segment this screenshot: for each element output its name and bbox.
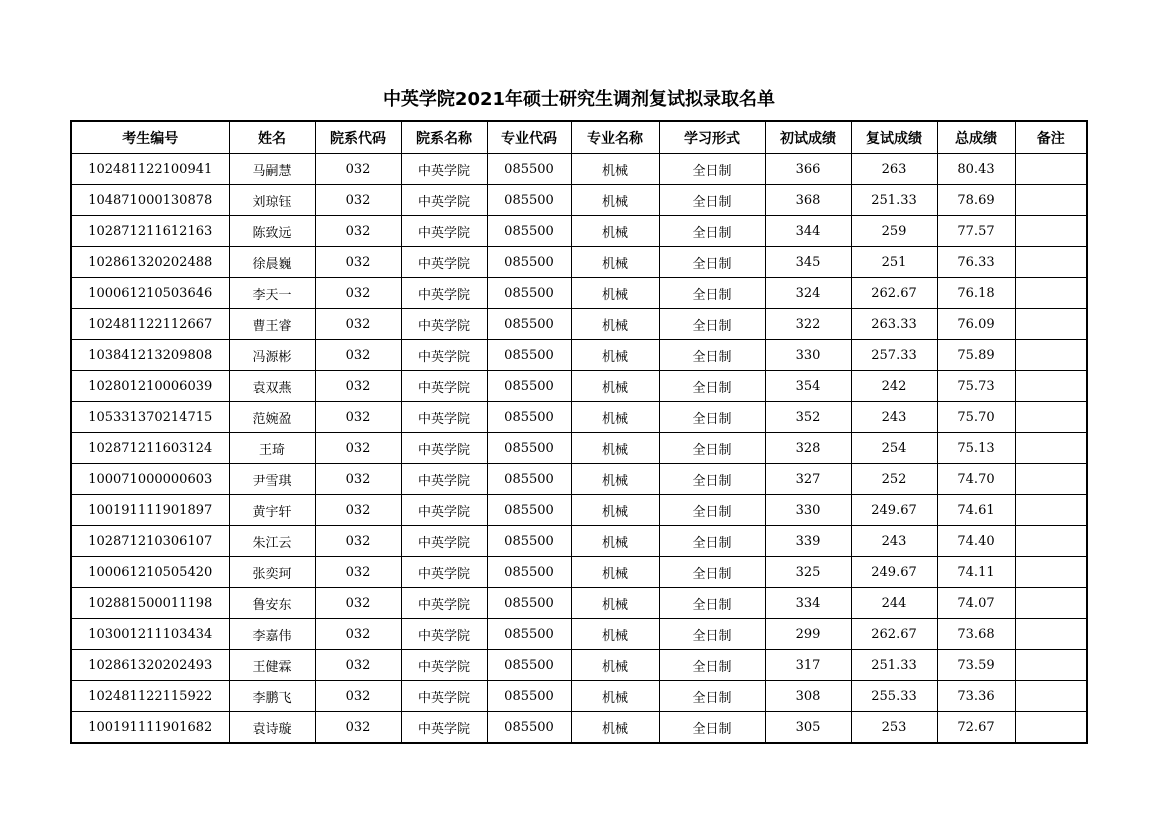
cell-dept-code: 032 bbox=[315, 340, 401, 371]
header-total-score: 总成绩 bbox=[937, 121, 1015, 154]
cell-total-score: 75.73 bbox=[937, 371, 1015, 402]
cell-retest-score: 262.67 bbox=[851, 619, 937, 650]
cell-dept-code: 032 bbox=[315, 216, 401, 247]
cell-retest-score: 257.33 bbox=[851, 340, 937, 371]
cell-candidate-id: 103841213209808 bbox=[71, 340, 229, 371]
cell-major-name: 机械 bbox=[571, 588, 659, 619]
cell-initial-score: 368 bbox=[765, 185, 851, 216]
cell-remarks bbox=[1015, 619, 1087, 650]
cell-dept-name: 中英学院 bbox=[401, 340, 487, 371]
cell-candidate-id: 102481122112667 bbox=[71, 309, 229, 340]
cell-candidate-id: 105331370214715 bbox=[71, 402, 229, 433]
cell-total-score: 75.13 bbox=[937, 433, 1015, 464]
cell-dept-code: 032 bbox=[315, 185, 401, 216]
cell-study-mode: 全日制 bbox=[659, 588, 765, 619]
cell-name: 李嘉伟 bbox=[229, 619, 315, 650]
cell-candidate-id: 102871211612163 bbox=[71, 216, 229, 247]
header-remarks: 备注 bbox=[1015, 121, 1087, 154]
cell-study-mode: 全日制 bbox=[659, 185, 765, 216]
cell-study-mode: 全日制 bbox=[659, 247, 765, 278]
cell-major-name: 机械 bbox=[571, 712, 659, 744]
cell-study-mode: 全日制 bbox=[659, 619, 765, 650]
table-row bbox=[71, 712, 1087, 744]
table-row bbox=[71, 402, 1087, 433]
cell-dept-code: 032 bbox=[315, 309, 401, 340]
table-row bbox=[71, 247, 1087, 278]
cell-dept-name: 中英学院 bbox=[401, 185, 487, 216]
cell-study-mode: 全日制 bbox=[659, 464, 765, 495]
cell-initial-score: 299 bbox=[765, 619, 851, 650]
cell-major-code: 085500 bbox=[487, 309, 571, 340]
cell-major-name: 机械 bbox=[571, 526, 659, 557]
cell-dept-name: 中英学院 bbox=[401, 557, 487, 588]
cell-remarks bbox=[1015, 216, 1087, 247]
cell-name: 曹王睿 bbox=[229, 309, 315, 340]
cell-study-mode: 全日制 bbox=[659, 526, 765, 557]
cell-dept-code: 032 bbox=[315, 247, 401, 278]
cell-candidate-id: 100061210503646 bbox=[71, 278, 229, 309]
cell-name: 刘琼钰 bbox=[229, 185, 315, 216]
cell-dept-code: 032 bbox=[315, 588, 401, 619]
cell-dept-code: 032 bbox=[315, 650, 401, 681]
cell-remarks bbox=[1015, 278, 1087, 309]
cell-name: 张奕珂 bbox=[229, 557, 315, 588]
cell-initial-score: 345 bbox=[765, 247, 851, 278]
cell-initial-score: 328 bbox=[765, 433, 851, 464]
cell-study-mode: 全日制 bbox=[659, 402, 765, 433]
cell-dept-code: 032 bbox=[315, 433, 401, 464]
cell-dept-name: 中英学院 bbox=[401, 464, 487, 495]
cell-total-score: 74.07 bbox=[937, 588, 1015, 619]
cell-retest-score: 259 bbox=[851, 216, 937, 247]
cell-remarks bbox=[1015, 433, 1087, 464]
cell-dept-name: 中英学院 bbox=[401, 371, 487, 402]
cell-initial-score: 330 bbox=[765, 340, 851, 371]
cell-major-name: 机械 bbox=[571, 247, 659, 278]
cell-major-code: 085500 bbox=[487, 712, 571, 744]
cell-total-score: 80.43 bbox=[937, 154, 1015, 185]
cell-remarks bbox=[1015, 464, 1087, 495]
cell-initial-score: 352 bbox=[765, 402, 851, 433]
cell-name: 袁双燕 bbox=[229, 371, 315, 402]
table-row bbox=[71, 433, 1087, 464]
cell-dept-code: 032 bbox=[315, 278, 401, 309]
cell-major-name: 机械 bbox=[571, 185, 659, 216]
cell-major-name: 机械 bbox=[571, 402, 659, 433]
cell-major-code: 085500 bbox=[487, 216, 571, 247]
cell-study-mode: 全日制 bbox=[659, 650, 765, 681]
cell-study-mode: 全日制 bbox=[659, 681, 765, 712]
cell-major-name: 机械 bbox=[571, 216, 659, 247]
cell-study-mode: 全日制 bbox=[659, 557, 765, 588]
cell-initial-score: 325 bbox=[765, 557, 851, 588]
cell-retest-score: 252 bbox=[851, 464, 937, 495]
cell-dept-name: 中英学院 bbox=[401, 433, 487, 464]
cell-name: 冯源彬 bbox=[229, 340, 315, 371]
cell-dept-name: 中英学院 bbox=[401, 309, 487, 340]
table-row bbox=[71, 216, 1087, 247]
cell-dept-code: 032 bbox=[315, 619, 401, 650]
cell-major-code: 085500 bbox=[487, 433, 571, 464]
cell-dept-name: 中英学院 bbox=[401, 588, 487, 619]
cell-total-score: 77.57 bbox=[937, 216, 1015, 247]
cell-name: 王琦 bbox=[229, 433, 315, 464]
cell-remarks bbox=[1015, 681, 1087, 712]
table-row bbox=[71, 681, 1087, 712]
cell-retest-score: 242 bbox=[851, 371, 937, 402]
cell-major-name: 机械 bbox=[571, 154, 659, 185]
cell-major-name: 机械 bbox=[571, 619, 659, 650]
cell-major-name: 机械 bbox=[571, 340, 659, 371]
cell-total-score: 76.33 bbox=[937, 247, 1015, 278]
cell-major-name: 机械 bbox=[571, 557, 659, 588]
cell-initial-score: 308 bbox=[765, 681, 851, 712]
table-row bbox=[71, 340, 1087, 371]
cell-total-score: 74.70 bbox=[937, 464, 1015, 495]
cell-major-code: 085500 bbox=[487, 464, 571, 495]
cell-initial-score: 344 bbox=[765, 216, 851, 247]
cell-remarks bbox=[1015, 495, 1087, 526]
cell-total-score: 74.11 bbox=[937, 557, 1015, 588]
cell-initial-score: 330 bbox=[765, 495, 851, 526]
cell-remarks bbox=[1015, 309, 1087, 340]
cell-major-code: 085500 bbox=[487, 340, 571, 371]
cell-retest-score: 262.67 bbox=[851, 278, 937, 309]
cell-dept-name: 中英学院 bbox=[401, 619, 487, 650]
cell-major-name: 机械 bbox=[571, 650, 659, 681]
cell-dept-code: 032 bbox=[315, 402, 401, 433]
cell-remarks bbox=[1015, 526, 1087, 557]
cell-total-score: 73.68 bbox=[937, 619, 1015, 650]
cell-name: 陈致远 bbox=[229, 216, 315, 247]
cell-candidate-id: 100191111901897 bbox=[71, 495, 229, 526]
cell-major-code: 085500 bbox=[487, 371, 571, 402]
cell-name: 王健霖 bbox=[229, 650, 315, 681]
header-study-mode: 学习形式 bbox=[659, 121, 765, 154]
cell-total-score: 72.67 bbox=[937, 712, 1015, 744]
cell-name: 范婉盈 bbox=[229, 402, 315, 433]
cell-initial-score: 339 bbox=[765, 526, 851, 557]
cell-initial-score: 322 bbox=[765, 309, 851, 340]
cell-dept-name: 中英学院 bbox=[401, 278, 487, 309]
cell-total-score: 78.69 bbox=[937, 185, 1015, 216]
table-header-row bbox=[71, 121, 1087, 154]
cell-remarks bbox=[1015, 650, 1087, 681]
cell-dept-name: 中英学院 bbox=[401, 712, 487, 744]
header-major-name: 专业名称 bbox=[571, 121, 659, 154]
cell-dept-code: 032 bbox=[315, 371, 401, 402]
cell-major-name: 机械 bbox=[571, 464, 659, 495]
cell-name: 鲁安东 bbox=[229, 588, 315, 619]
cell-study-mode: 全日制 bbox=[659, 340, 765, 371]
cell-total-score: 75.70 bbox=[937, 402, 1015, 433]
cell-major-name: 机械 bbox=[571, 495, 659, 526]
cell-retest-score: 243 bbox=[851, 402, 937, 433]
cell-total-score: 74.40 bbox=[937, 526, 1015, 557]
cell-initial-score: 366 bbox=[765, 154, 851, 185]
cell-major-code: 085500 bbox=[487, 402, 571, 433]
cell-candidate-id: 100191111901682 bbox=[71, 712, 229, 744]
cell-candidate-id: 100071000000603 bbox=[71, 464, 229, 495]
cell-dept-code: 032 bbox=[315, 681, 401, 712]
cell-major-code: 085500 bbox=[487, 681, 571, 712]
header-dept-name: 院系名称 bbox=[401, 121, 487, 154]
cell-retest-score: 255.33 bbox=[851, 681, 937, 712]
cell-total-score: 76.09 bbox=[937, 309, 1015, 340]
cell-remarks bbox=[1015, 340, 1087, 371]
cell-study-mode: 全日制 bbox=[659, 278, 765, 309]
cell-remarks bbox=[1015, 588, 1087, 619]
cell-candidate-id: 102801210006039 bbox=[71, 371, 229, 402]
table-row bbox=[71, 154, 1087, 185]
cell-initial-score: 305 bbox=[765, 712, 851, 744]
cell-dept-name: 中英学院 bbox=[401, 402, 487, 433]
cell-dept-code: 032 bbox=[315, 557, 401, 588]
cell-name: 尹雪琪 bbox=[229, 464, 315, 495]
cell-study-mode: 全日制 bbox=[659, 309, 765, 340]
cell-name: 徐晨巍 bbox=[229, 247, 315, 278]
cell-retest-score: 251.33 bbox=[851, 185, 937, 216]
cell-study-mode: 全日制 bbox=[659, 712, 765, 744]
table-body bbox=[71, 154, 1087, 744]
cell-major-code: 085500 bbox=[487, 526, 571, 557]
cell-major-code: 085500 bbox=[487, 588, 571, 619]
cell-name: 李天一 bbox=[229, 278, 315, 309]
header-initial-score: 初试成绩 bbox=[765, 121, 851, 154]
header-candidate-id: 考生编号 bbox=[71, 121, 229, 154]
cell-retest-score: 244 bbox=[851, 588, 937, 619]
cell-retest-score: 263 bbox=[851, 154, 937, 185]
cell-total-score: 73.36 bbox=[937, 681, 1015, 712]
table-row bbox=[71, 464, 1087, 495]
cell-remarks bbox=[1015, 247, 1087, 278]
cell-dept-name: 中英学院 bbox=[401, 216, 487, 247]
cell-major-code: 085500 bbox=[487, 247, 571, 278]
cell-total-score: 73.59 bbox=[937, 650, 1015, 681]
cell-retest-score: 251 bbox=[851, 247, 937, 278]
table-row bbox=[71, 309, 1087, 340]
cell-candidate-id: 102861320202493 bbox=[71, 650, 229, 681]
cell-candidate-id: 102871211603124 bbox=[71, 433, 229, 464]
cell-major-code: 085500 bbox=[487, 557, 571, 588]
cell-retest-score: 249.67 bbox=[851, 495, 937, 526]
cell-major-code: 085500 bbox=[487, 495, 571, 526]
cell-dept-code: 032 bbox=[315, 464, 401, 495]
cell-dept-code: 032 bbox=[315, 526, 401, 557]
cell-candidate-id: 104871000130878 bbox=[71, 185, 229, 216]
table-row bbox=[71, 278, 1087, 309]
cell-retest-score: 251.33 bbox=[851, 650, 937, 681]
cell-retest-score: 263.33 bbox=[851, 309, 937, 340]
cell-remarks bbox=[1015, 712, 1087, 744]
cell-dept-code: 032 bbox=[315, 154, 401, 185]
cell-remarks bbox=[1015, 154, 1087, 185]
cell-initial-score: 327 bbox=[765, 464, 851, 495]
cell-remarks bbox=[1015, 402, 1087, 433]
cell-dept-code: 032 bbox=[315, 495, 401, 526]
cell-retest-score: 249.67 bbox=[851, 557, 937, 588]
cell-initial-score: 354 bbox=[765, 371, 851, 402]
cell-major-code: 085500 bbox=[487, 154, 571, 185]
cell-major-name: 机械 bbox=[571, 309, 659, 340]
cell-candidate-id: 102861320202488 bbox=[71, 247, 229, 278]
cell-remarks bbox=[1015, 185, 1087, 216]
cell-name: 李鹏飞 bbox=[229, 681, 315, 712]
document-title: 中英学院2021年硕士研究生调剂复试拟录取名单 bbox=[382, 89, 776, 110]
table-row bbox=[71, 650, 1087, 681]
cell-major-name: 机械 bbox=[571, 278, 659, 309]
cell-study-mode: 全日制 bbox=[659, 216, 765, 247]
cell-candidate-id: 102881500011198 bbox=[71, 588, 229, 619]
cell-dept-name: 中英学院 bbox=[401, 247, 487, 278]
table-row bbox=[71, 619, 1087, 650]
table-row bbox=[71, 557, 1087, 588]
cell-study-mode: 全日制 bbox=[659, 371, 765, 402]
cell-initial-score: 317 bbox=[765, 650, 851, 681]
table-row bbox=[71, 371, 1087, 402]
cell-dept-code: 032 bbox=[315, 712, 401, 744]
cell-name: 黄宇轩 bbox=[229, 495, 315, 526]
cell-dept-name: 中英学院 bbox=[401, 495, 487, 526]
header-dept-code: 院系代码 bbox=[315, 121, 401, 154]
cell-major-name: 机械 bbox=[571, 433, 659, 464]
cell-retest-score: 253 bbox=[851, 712, 937, 744]
cell-candidate-id: 100061210505420 bbox=[71, 557, 229, 588]
cell-candidate-id: 102481122100941 bbox=[71, 154, 229, 185]
header-major-code: 专业代码 bbox=[487, 121, 571, 154]
cell-study-mode: 全日制 bbox=[659, 433, 765, 464]
cell-total-score: 74.61 bbox=[937, 495, 1015, 526]
cell-total-score: 76.18 bbox=[937, 278, 1015, 309]
cell-name: 马嗣慧 bbox=[229, 154, 315, 185]
cell-initial-score: 334 bbox=[765, 588, 851, 619]
table-row bbox=[71, 588, 1087, 619]
cell-dept-name: 中英学院 bbox=[401, 681, 487, 712]
cell-remarks bbox=[1015, 557, 1087, 588]
cell-major-name: 机械 bbox=[571, 681, 659, 712]
cell-major-code: 085500 bbox=[487, 185, 571, 216]
header-name: 姓名 bbox=[229, 121, 315, 154]
cell-initial-score: 324 bbox=[765, 278, 851, 309]
cell-total-score: 75.89 bbox=[937, 340, 1015, 371]
cell-major-code: 085500 bbox=[487, 278, 571, 309]
cell-major-code: 085500 bbox=[487, 650, 571, 681]
cell-candidate-id: 102871210306107 bbox=[71, 526, 229, 557]
cell-study-mode: 全日制 bbox=[659, 154, 765, 185]
cell-name: 朱江云 bbox=[229, 526, 315, 557]
cell-name: 袁诗璇 bbox=[229, 712, 315, 744]
table-row bbox=[71, 526, 1087, 557]
admission-table bbox=[70, 120, 1088, 744]
cell-retest-score: 243 bbox=[851, 526, 937, 557]
cell-major-name: 机械 bbox=[571, 371, 659, 402]
cell-major-code: 085500 bbox=[487, 619, 571, 650]
table-row bbox=[71, 185, 1087, 216]
cell-dept-name: 中英学院 bbox=[401, 650, 487, 681]
cell-dept-name: 中英学院 bbox=[401, 154, 487, 185]
header-retest-score: 复试成绩 bbox=[851, 121, 937, 154]
cell-study-mode: 全日制 bbox=[659, 495, 765, 526]
cell-retest-score: 254 bbox=[851, 433, 937, 464]
cell-candidate-id: 103001211103434 bbox=[71, 619, 229, 650]
cell-candidate-id: 102481122115922 bbox=[71, 681, 229, 712]
cell-remarks bbox=[1015, 371, 1087, 402]
table-row bbox=[71, 495, 1087, 526]
cell-dept-name: 中英学院 bbox=[401, 526, 487, 557]
